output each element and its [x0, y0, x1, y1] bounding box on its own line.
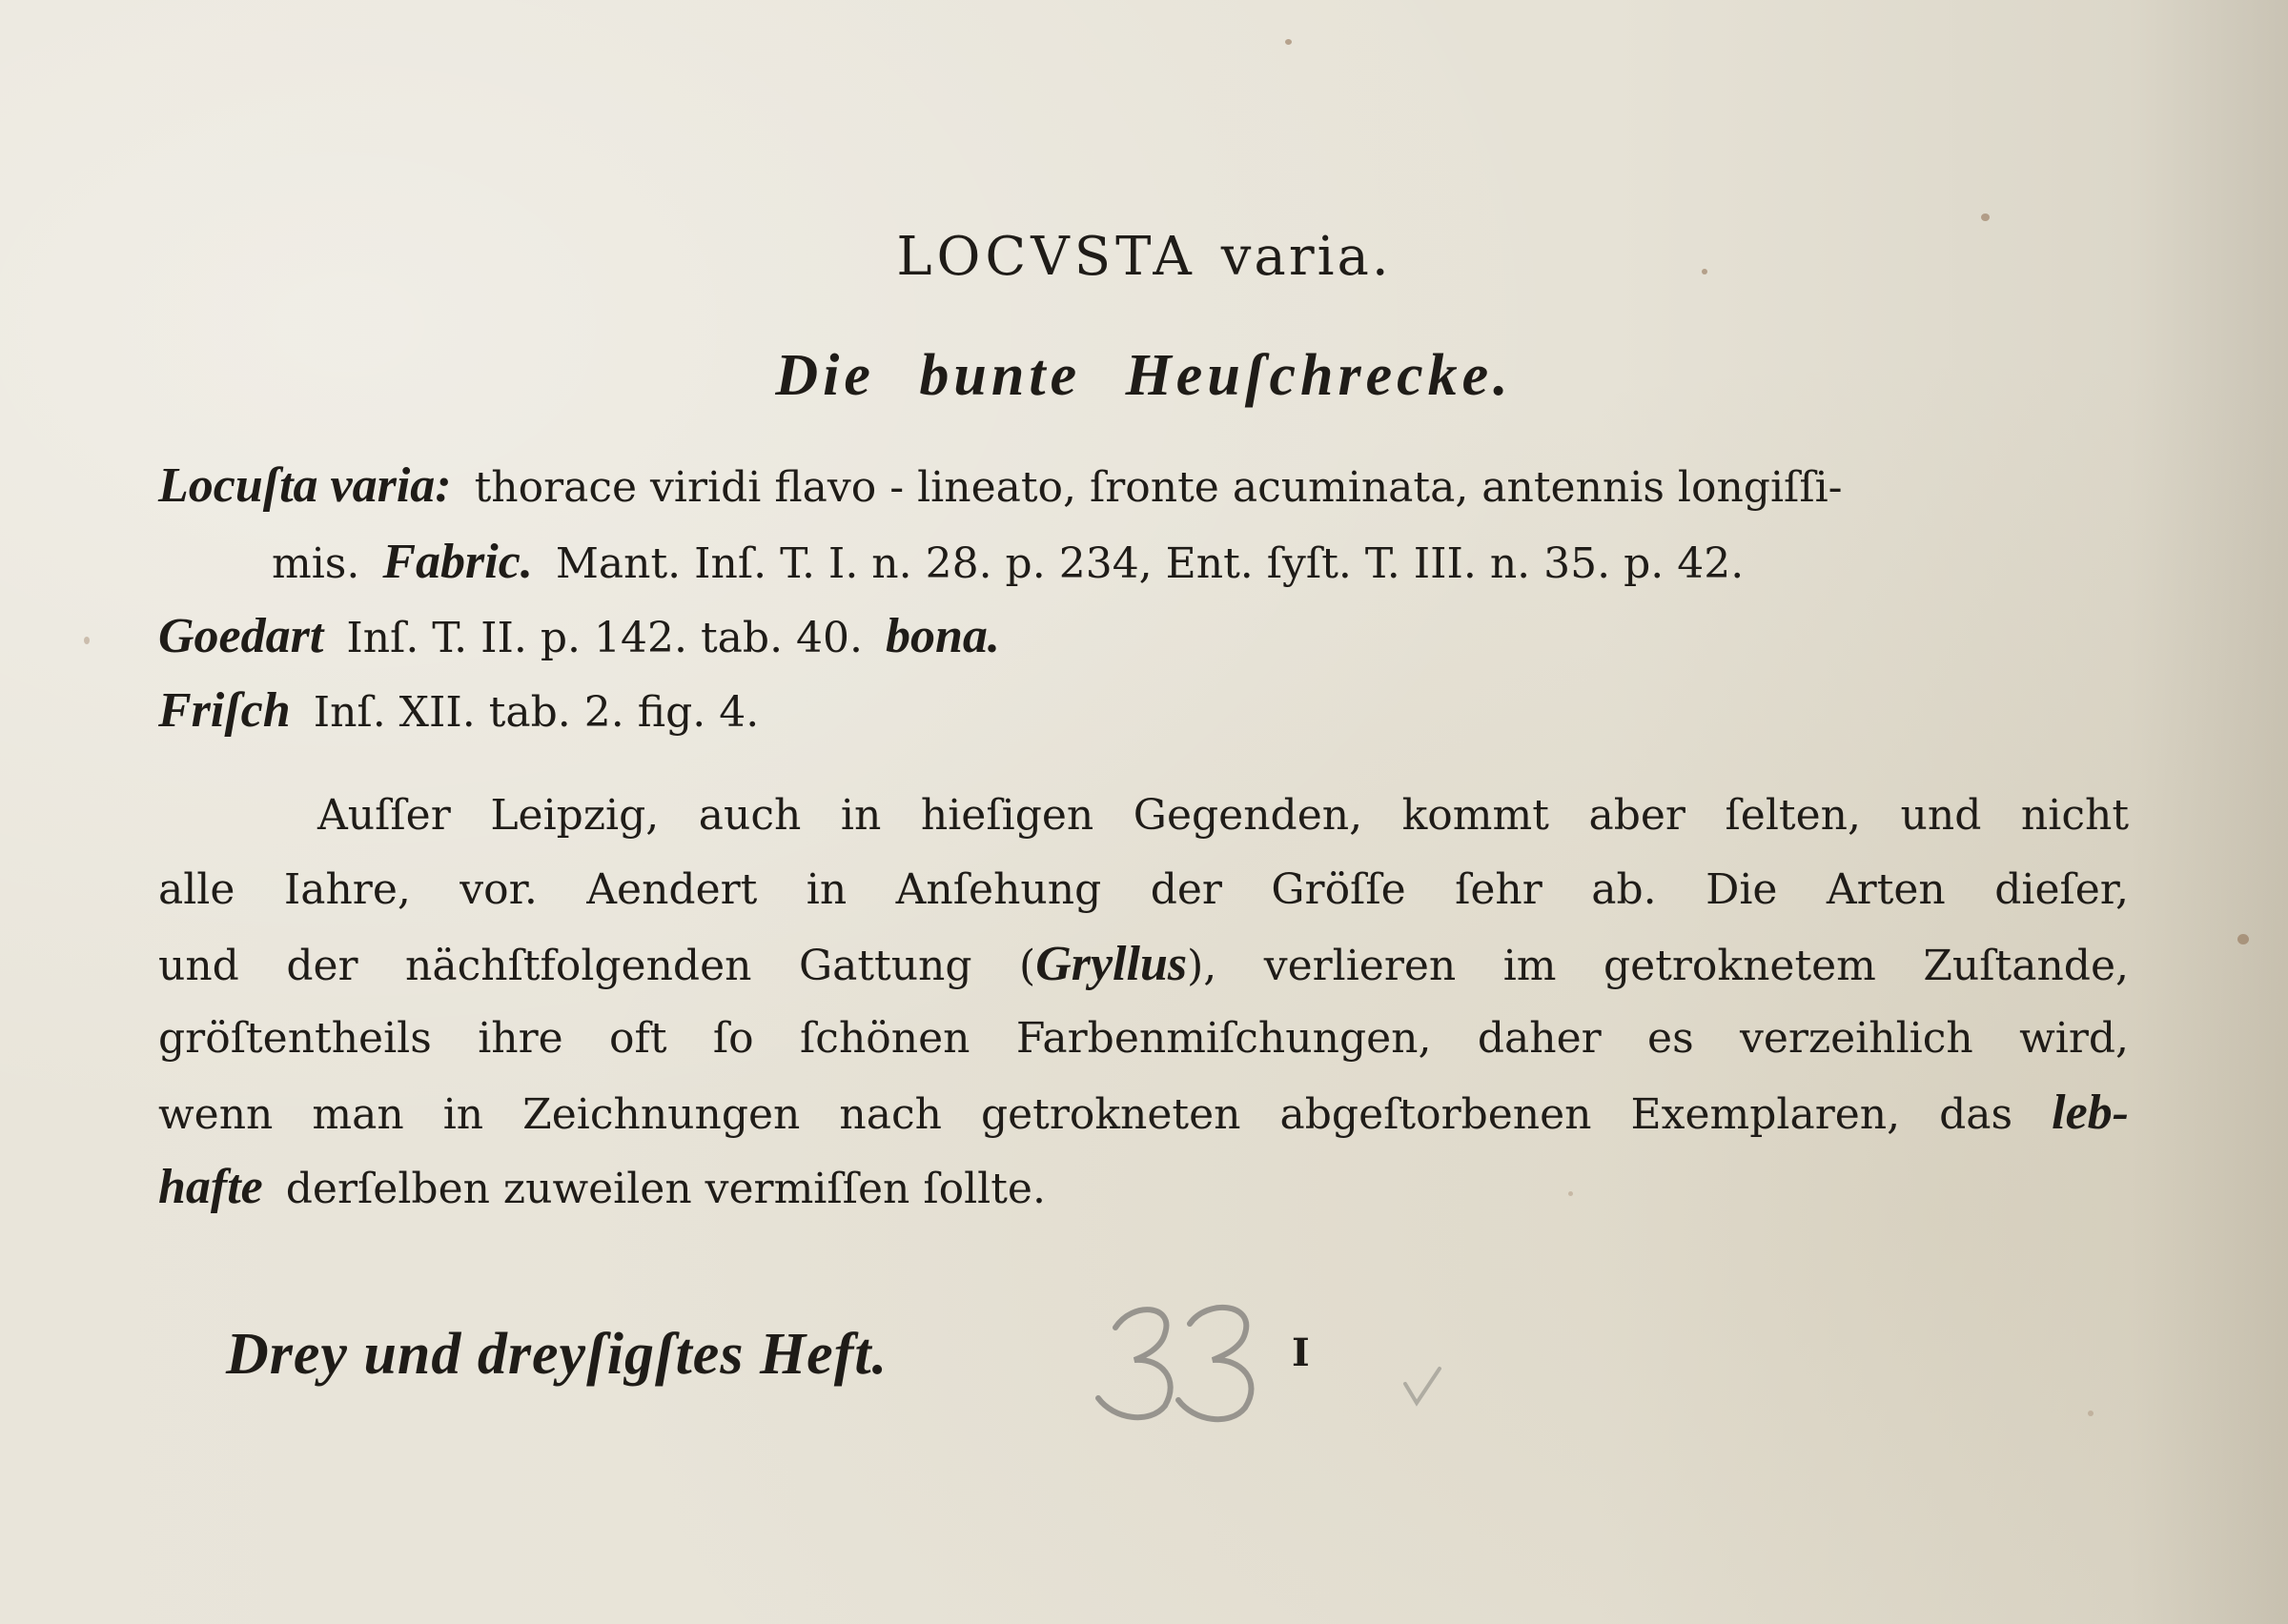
sheet-mark: I — [1292, 1330, 1310, 1375]
species-description: thorace viridi flavo - lineato, ſronte acuminata, antennis longiſſi- — [474, 463, 1843, 512]
title-genus: LOCVSTA — [896, 226, 1196, 288]
title-species: varia. — [1220, 226, 1392, 288]
body-line-3-start: und der nächſtfolgenden Gattung ( — [158, 942, 1036, 990]
pencil-tick-mark — [1399, 1363, 1445, 1411]
body-line-5-start: wenn man in Zeichnungen nach getrokneten abgeſtorbenen Exemplaren, das — [158, 1090, 2013, 1139]
body-line-3 — [158, 938, 2129, 993]
paper-speck — [84, 637, 90, 644]
body-line-5 — [158, 1086, 2129, 1142]
body-line-6 — [158, 1161, 1302, 1216]
synonymy-line-1 — [158, 459, 2132, 515]
body-line-6-end: derſelben zuweilen vermiſſen ſollte. — [285, 1165, 1046, 1213]
word-leb: leb- — [2052, 1086, 2129, 1140]
paper-speck — [1568, 1191, 1573, 1196]
genus-gryllus: Gryllus — [1035, 937, 1188, 991]
frisch-reference: Inſ. XII. tab. 2. fig. 4. — [313, 688, 760, 737]
body-line-4: gröſtentheils ihre oft ſo ſchönen Farbenmiſchungen, daher es verzeihlich wird, — [158, 1014, 2129, 1063]
synonymy-text-lead: mis. — [272, 539, 360, 588]
body-line-3-end: ), verlieren im getroknetem Zuſtande, — [1187, 942, 2130, 990]
paper-speck — [2237, 934, 2249, 944]
handwritten-page-number — [1087, 1291, 1268, 1434]
synonymy-line-3 — [158, 610, 1493, 665]
author-frisch: Friſch — [158, 683, 291, 738]
synonymy-line-2 — [272, 536, 2083, 591]
body-line-1: Auſſer Leipzig, auch in hieſigen Gegenden, kommt aber ſelten, und nicht — [317, 791, 2129, 840]
fabricius-reference: Mant. Inſ. T. I. n. 28. p. 234, Ent. ſyſt. T. III. n. 35. p. 42. — [555, 539, 1745, 588]
goedart-note: bona. — [886, 609, 1000, 663]
goedart-reference: Inſ. T. II. p. 142. tab. 40. — [346, 614, 864, 662]
synonymy-line-4 — [158, 684, 1302, 740]
word-hafte: hafte — [158, 1160, 263, 1214]
paper-speck — [1981, 213, 1990, 221]
paper-speck — [2088, 1411, 2094, 1416]
paper-speck — [1285, 39, 1292, 45]
page-subtitle: Die bunte Heuſchrecke. — [775, 343, 1513, 408]
species-name: Locuſta varia: — [158, 458, 452, 513]
author-fabricius: Fabric. — [382, 535, 533, 589]
body-line-2: alle Iahre, vor. Aendert in Anſehung der Gröſſe ſehr ab. Die Arten dieſer, — [158, 865, 2129, 914]
author-goedart: Goedart — [158, 609, 324, 663]
page-title — [0, 227, 2288, 288]
signature-line: Drey und dreyſigſtes Heft. — [226, 1322, 889, 1387]
